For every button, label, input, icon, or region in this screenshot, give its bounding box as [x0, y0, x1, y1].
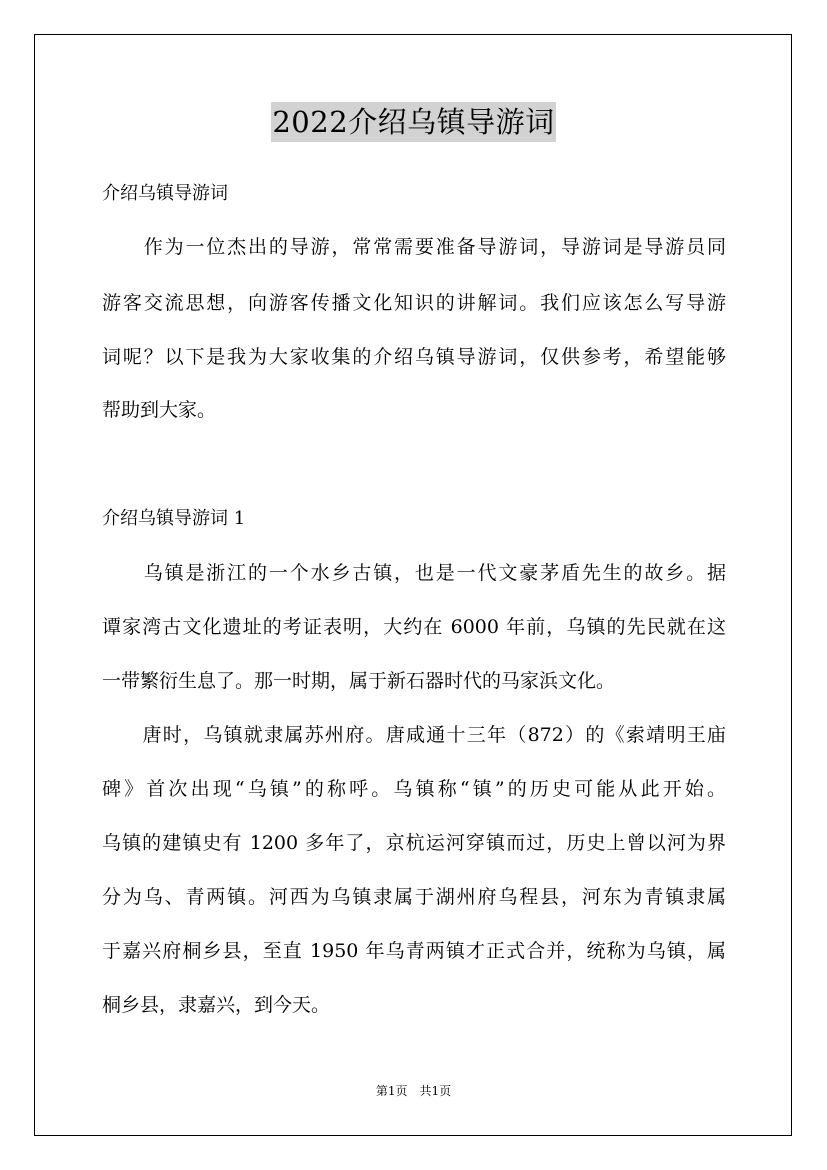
paragraph-line: 唐时，乌镇就隶属苏州府。唐咸通十三年（872）的《索靖明王庙 [102, 724, 726, 746]
paragraph-line: 一带繁衍生息了。那一时期，属于新石器时代的马家浜文化。 [102, 670, 616, 692]
page-number: 第1页 共1页 [375, 1084, 452, 1098]
document-title-text: 2022介绍乌镇导游词 [271, 102, 555, 142]
paragraph-line: 碑》首次出现“乌镇”的称呼。乌镇称“镇”的历史可能从此开始。 [102, 778, 726, 800]
paragraph-line: 谭家湾古文化遗址的考证表明，大约在 6000 年前，乌镇的先民就在这 [102, 616, 726, 638]
paragraph-line: 帮助到大家。 [102, 399, 217, 421]
paragraph-line: 词呢？以下是我为大家收集的介绍乌镇导游词，仅供参考，希望能够 [102, 346, 726, 368]
section-heading: 介绍乌镇导游词 [102, 183, 228, 204]
section-heading: 介绍乌镇导游词 1 [102, 508, 246, 529]
paragraph-line: 分为乌、青两镇。河西为乌镇隶属于湖州府乌程县，河东为青镇隶属 [102, 886, 726, 908]
paragraph-line: 乌镇的建镇史有 1200 多年了，京杭运河穿镇而过，历史上曾以河为界 [102, 832, 726, 854]
paragraph-line: 乌镇是浙江的一个水乡古镇，也是一代文豪茅盾先生的故乡。据 [102, 562, 726, 584]
document-title [0, 102, 827, 142]
paragraph-line: 桐乡县，隶嘉兴，到今天。 [102, 994, 331, 1016]
paragraph-line: 游客交流思想，向游客传播文化知识的讲解词。我们应该怎么写导游 [102, 292, 726, 314]
paragraph-line: 于嘉兴府桐乡县，至直 1950 年乌青两镇才正式合并，统称为乌镇，属 [102, 940, 726, 962]
paragraph-line: 作为一位杰出的导游，常常需要准备导游词，导游词是导游员同 [102, 236, 726, 258]
